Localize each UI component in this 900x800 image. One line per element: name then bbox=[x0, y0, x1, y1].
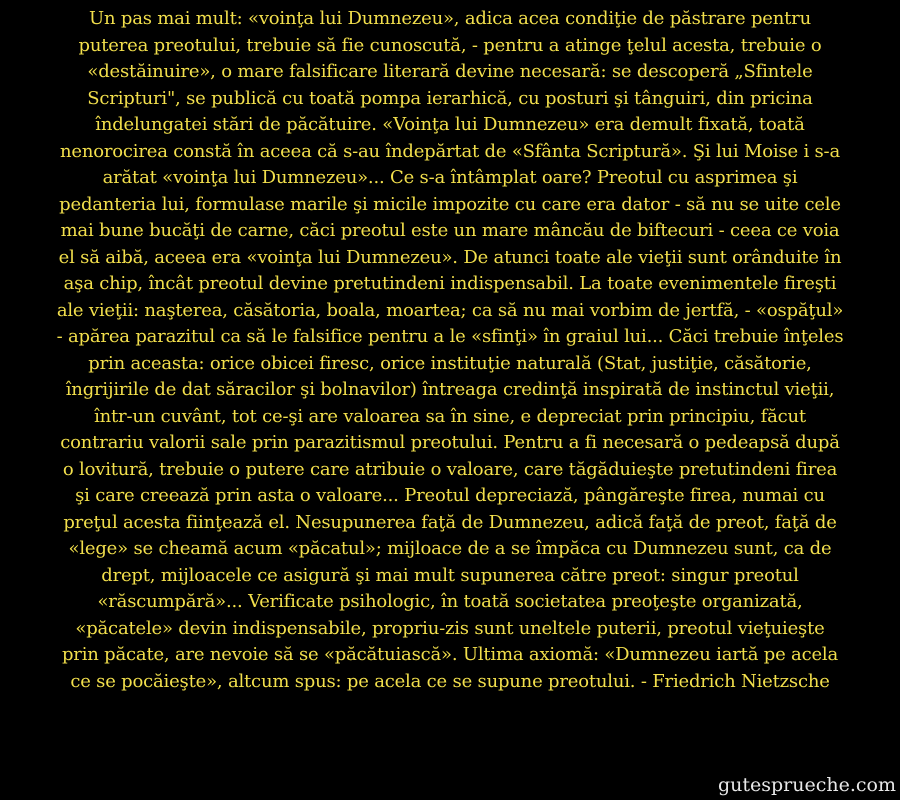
quote-line: prin aceasta: orice obicei firesc, orice instituţie naturală (Stat, justiţie, căsătorie, bbox=[88, 352, 812, 374]
quote-line: «lege» se cheamă acum «păcatul»; mijloace de a se împăca cu Dumnezeu sunt, ca de bbox=[68, 538, 832, 559]
quote-line: într-un cuvânt, tot ce-şi are valoarea sa în sine, e depreciat prin principiu, făcut bbox=[94, 405, 806, 427]
quote-line: o lovitură, trebuie o putere care atribuie o valoare, care tăgăduieşte pretutindeni firea bbox=[62, 458, 838, 480]
quote-line: arătat «voinţa lui Dumnezeu»... Ce s-a întâmplat oare? Preotul cu asprimea şi bbox=[102, 167, 798, 188]
quote-line: şi care creează prin asta o valoare... Preotul depreciază, pângăreşte firea, numai cu bbox=[75, 485, 825, 506]
quote-line: - apărea parazitul ca să le falsifice pentru a le «sfinţi» în graiul lui... Căci trebuie înţeles bbox=[56, 326, 844, 347]
quote-line: îndelungatei stări de păcătuire. «Voinţa lui Dumnezeu» era demult fixată, toată bbox=[95, 114, 805, 135]
quote-text bbox=[0, 6, 900, 695]
quote-line: drept, mijloacele ce asigură şi mai mult supunerea către preot: singur preotul bbox=[101, 564, 799, 586]
quote-line: preţul acesta fiinţează el. Nesupunerea faţă de Dumnezeu, adică faţă de preot, faţă de bbox=[63, 511, 837, 533]
quote-line: ale vieţii: naşterea, căsătoria, boala, moartea; ca să nu mai vorbim de jertfă, - «ospăţul» bbox=[56, 299, 844, 321]
quote-line: Scripturi", se publică cu toată pompa ierarhică, cu posturi şi tânguiri, din pricina bbox=[87, 87, 813, 109]
quote-line: îngrijirile de dat săracilor şi bolnavilor) întreaga credinţă inspirată de instinctul vieţii, bbox=[65, 379, 835, 400]
quote-line: nenorocirea constă în aceea că s-au îndepărtat de «Sfânta Scriptură». Şi lui Moise i s-a bbox=[60, 140, 840, 162]
quote-line: aşa chip, încât preotul devine pretutindeni indispensabil. La toate evenimentele fireşti bbox=[63, 273, 837, 294]
quote-line: ce se pocăieşte», altcum spus: pe acela ce se supune preotului. - Friedrich Nietzsche bbox=[70, 670, 830, 692]
quote-line: «păcatele» devin indispensabile, propriu-zis sunt uneltele puterii, preotul vieţuieşte bbox=[75, 617, 825, 639]
quote-line: mai bune bucăţi de carne, căci preotul este un mare mâncău de biftecuri - ceea ce voia bbox=[60, 220, 840, 241]
quote-line: pedanteria lui, formulase marile şi micile impozite cu care era dator - să nu se uite cele bbox=[59, 193, 841, 215]
quote-line: Un pas mai mult: «voinţa lui Dumnezeu», adica acea condiţie de păstrare pentru bbox=[89, 8, 811, 29]
quote-line: contrariu valorii sale prin parazitismul preotului. Pentru a fi necesară o pedeapsă după bbox=[60, 432, 840, 453]
quote-line: prin păcate, are nevoie să se «păcătuiască». Ultima axiomă: «Dumnezeu iartă pe acela bbox=[61, 644, 839, 665]
quote-line: «răscumpără»... Verificate psihologic, în toată societatea preoţeşte organizată, bbox=[97, 591, 803, 612]
watermark: gutesprueche.com bbox=[717, 774, 896, 796]
quote-line: el să aibă, aceea era «voinţa lui Dumnezeu». De atunci toate ale vieţii sunt orânduite în bbox=[58, 246, 842, 268]
quote-line: puterea preotului, trebuie să fie cunoscută, - pentru a atinge ţelul acesta, trebuie o bbox=[78, 34, 822, 56]
quote-line: «destăinuire», o mare falsificare literară devine necesară: se descoperă „Sfintele bbox=[87, 61, 813, 82]
